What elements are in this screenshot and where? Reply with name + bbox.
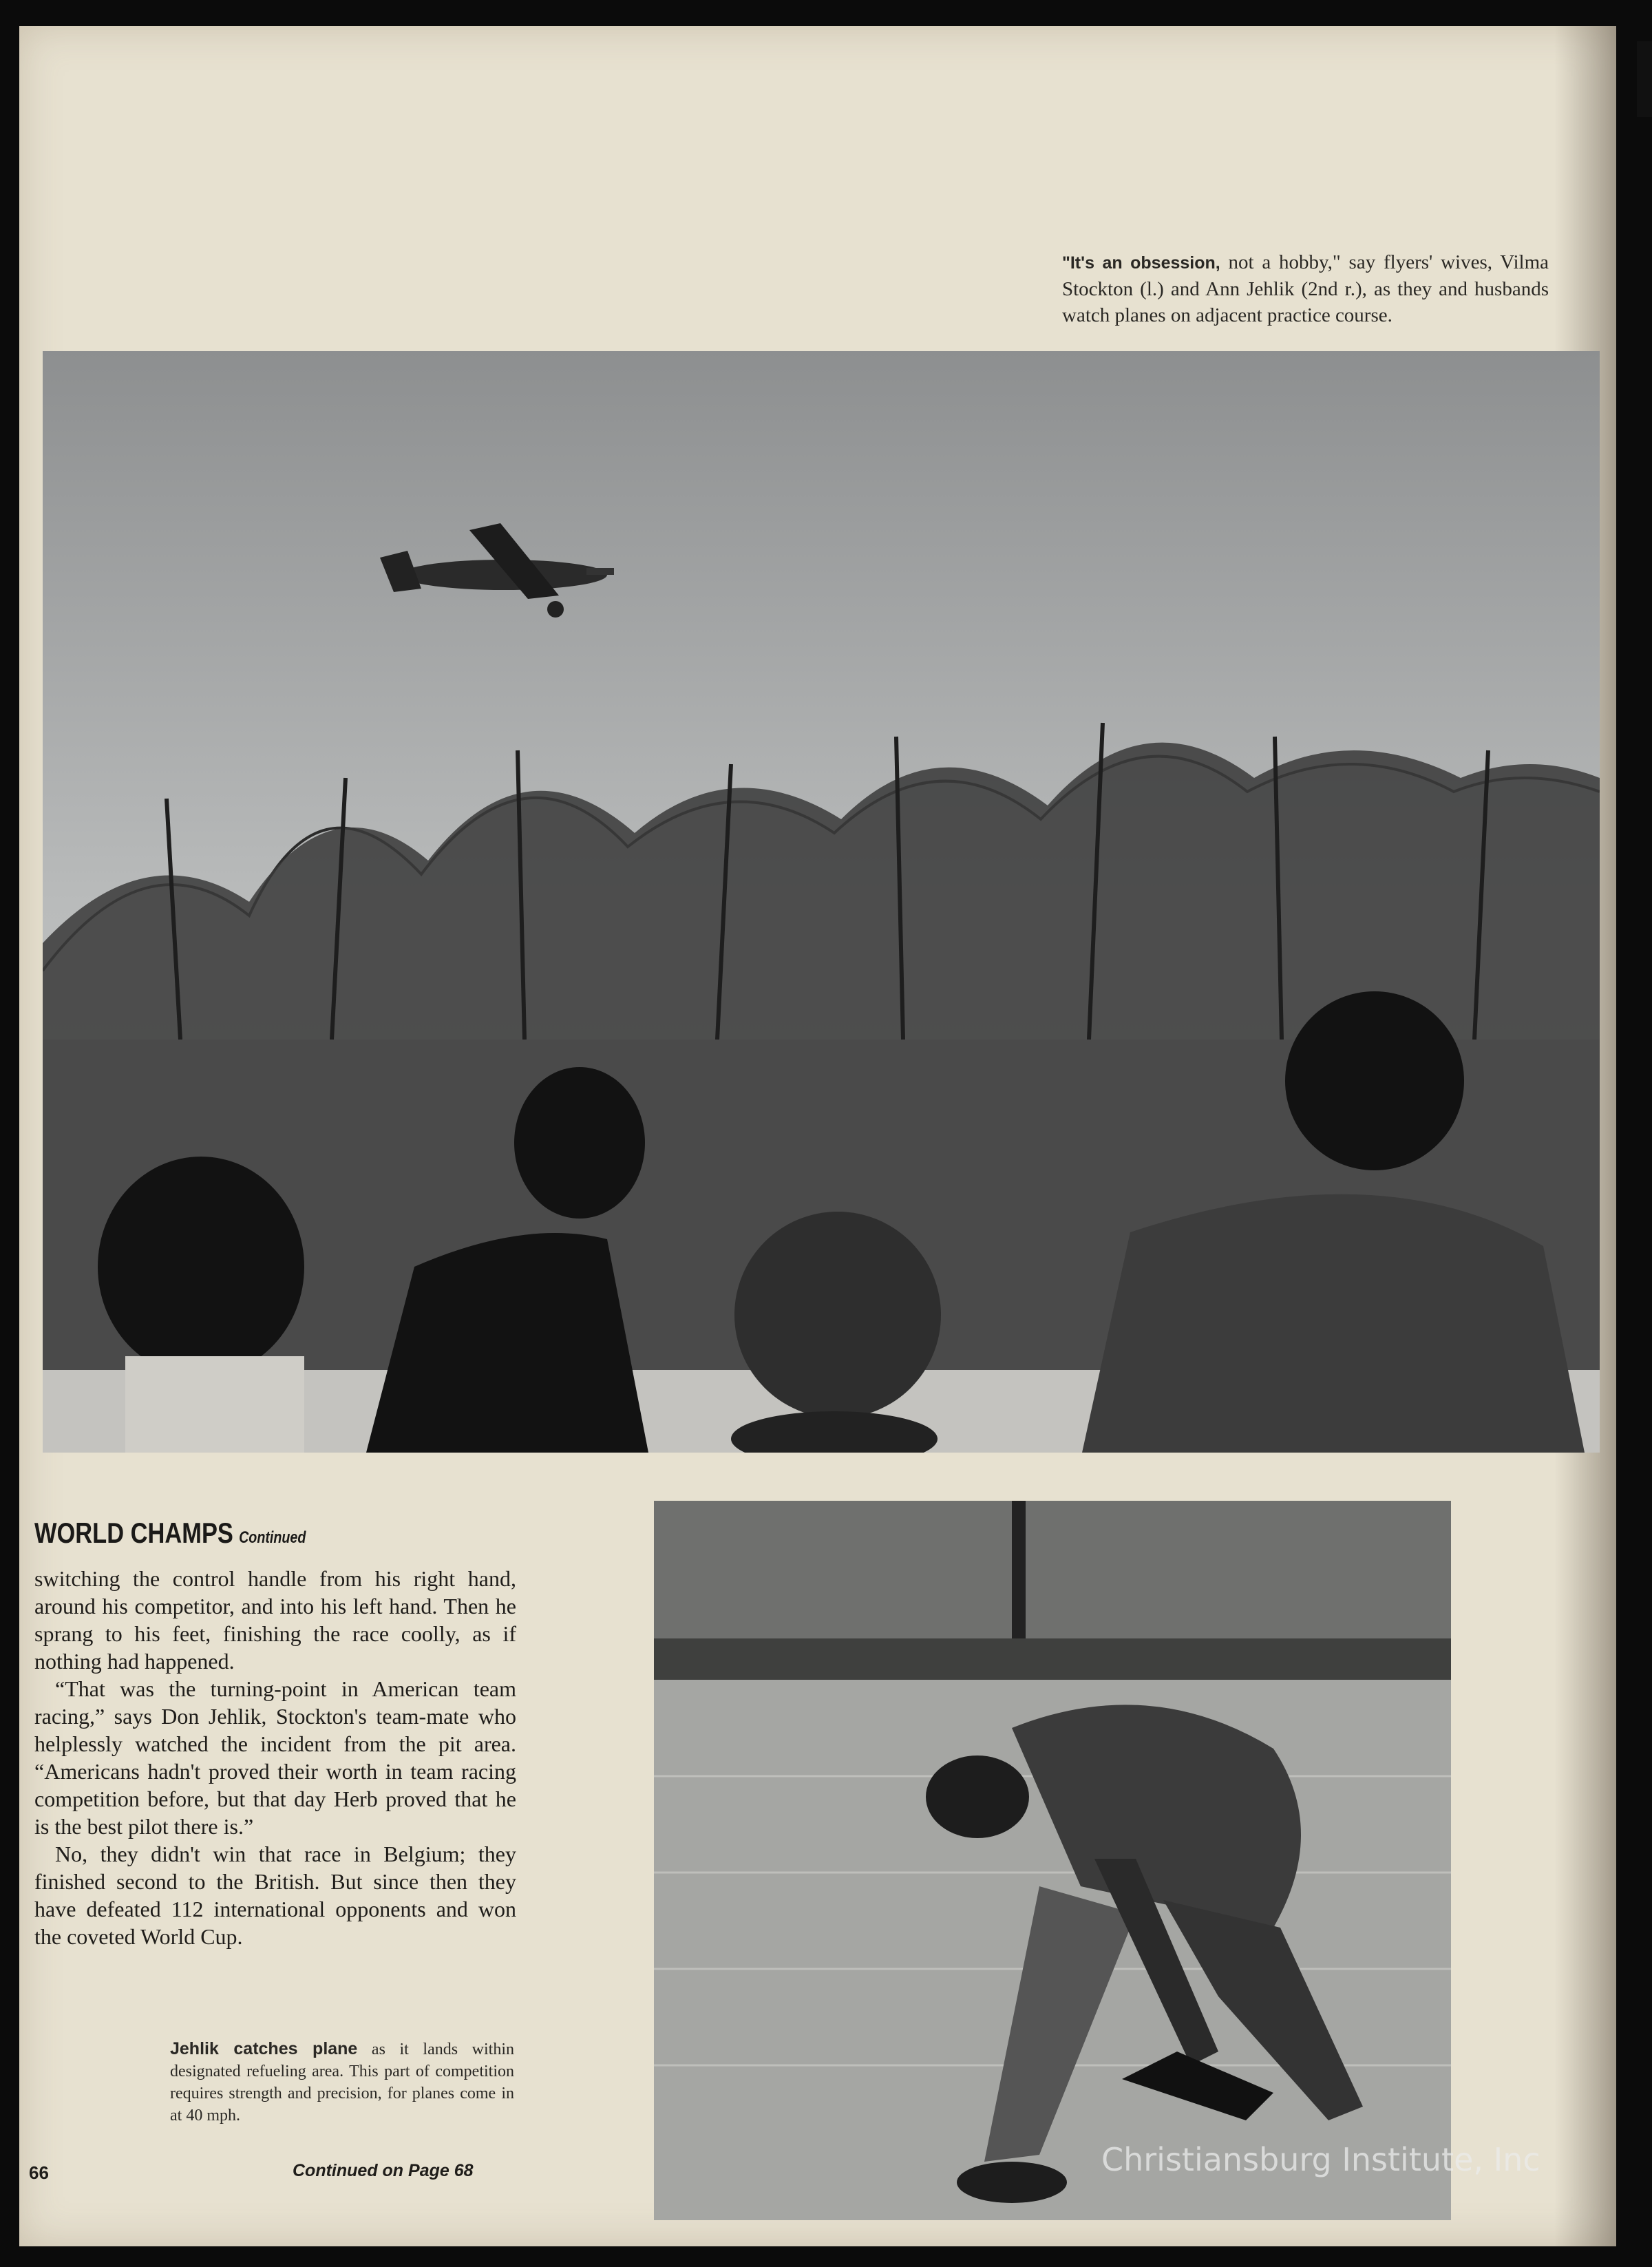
article-body [34, 1565, 516, 1950]
bottom-caption-text: as it lands within designated refueling area. This part of competition requires strength and precision, for planes come in at 40 mph. [170, 2041, 514, 2124]
bottom-caption-lead: Jehlik catches plane [170, 2039, 358, 2058]
article-heading [34, 1517, 306, 1550]
article-heading-title: WORLD CHAMPS [34, 1517, 233, 1549]
article-paragraph: switching the control handle from his right hand, around his competitor, and into his left hand. Then he sprang to his feet, finishing the race coolly, as if nothing had happened. [34, 1566, 516, 1674]
top-caption-lead: "It's an obsession, [1062, 253, 1220, 273]
watermark: Christiansburg Institute, Inc [1101, 2141, 1540, 2178]
page-number: 66 [29, 2162, 49, 2183]
spectators-photo-illustration [43, 351, 1600, 1453]
bottom-photo-caption [170, 2038, 514, 2127]
top-photo-caption [1062, 249, 1549, 328]
continued-on-page: Continued on Page 68 [293, 2161, 474, 2180]
page-edge-mark [1637, 41, 1652, 117]
top-caption-text: not a hobby," say flyers' wives, Vilma Stockton (l.) and Ann Jehlik (2nd r.), as they and husbands watch planes on adjacent practice course. [1062, 251, 1549, 326]
article-paragraph: “That was the turning-point in American team racing,” says Don Jehlik, Stockton's team-mate who helplessly watched the incident from the pit area. “Americans hadn't proved their worth in team racing competition before, but that day Herb proved that he is the best pilot there is.” [34, 1676, 516, 1839]
article-heading-continued: Continued [239, 1528, 306, 1547]
catching-plane-photo-illustration [654, 1501, 1451, 2220]
article-paragraph: No, they didn't win that race in Belgium; they finished second to the British. But since then they have defeated 112 international opponents and won the coveted World Cup. [34, 1842, 516, 1949]
spectators-watching-plane-photo [43, 351, 1600, 1453]
jehlik-catching-plane-photo [654, 1501, 1451, 2220]
